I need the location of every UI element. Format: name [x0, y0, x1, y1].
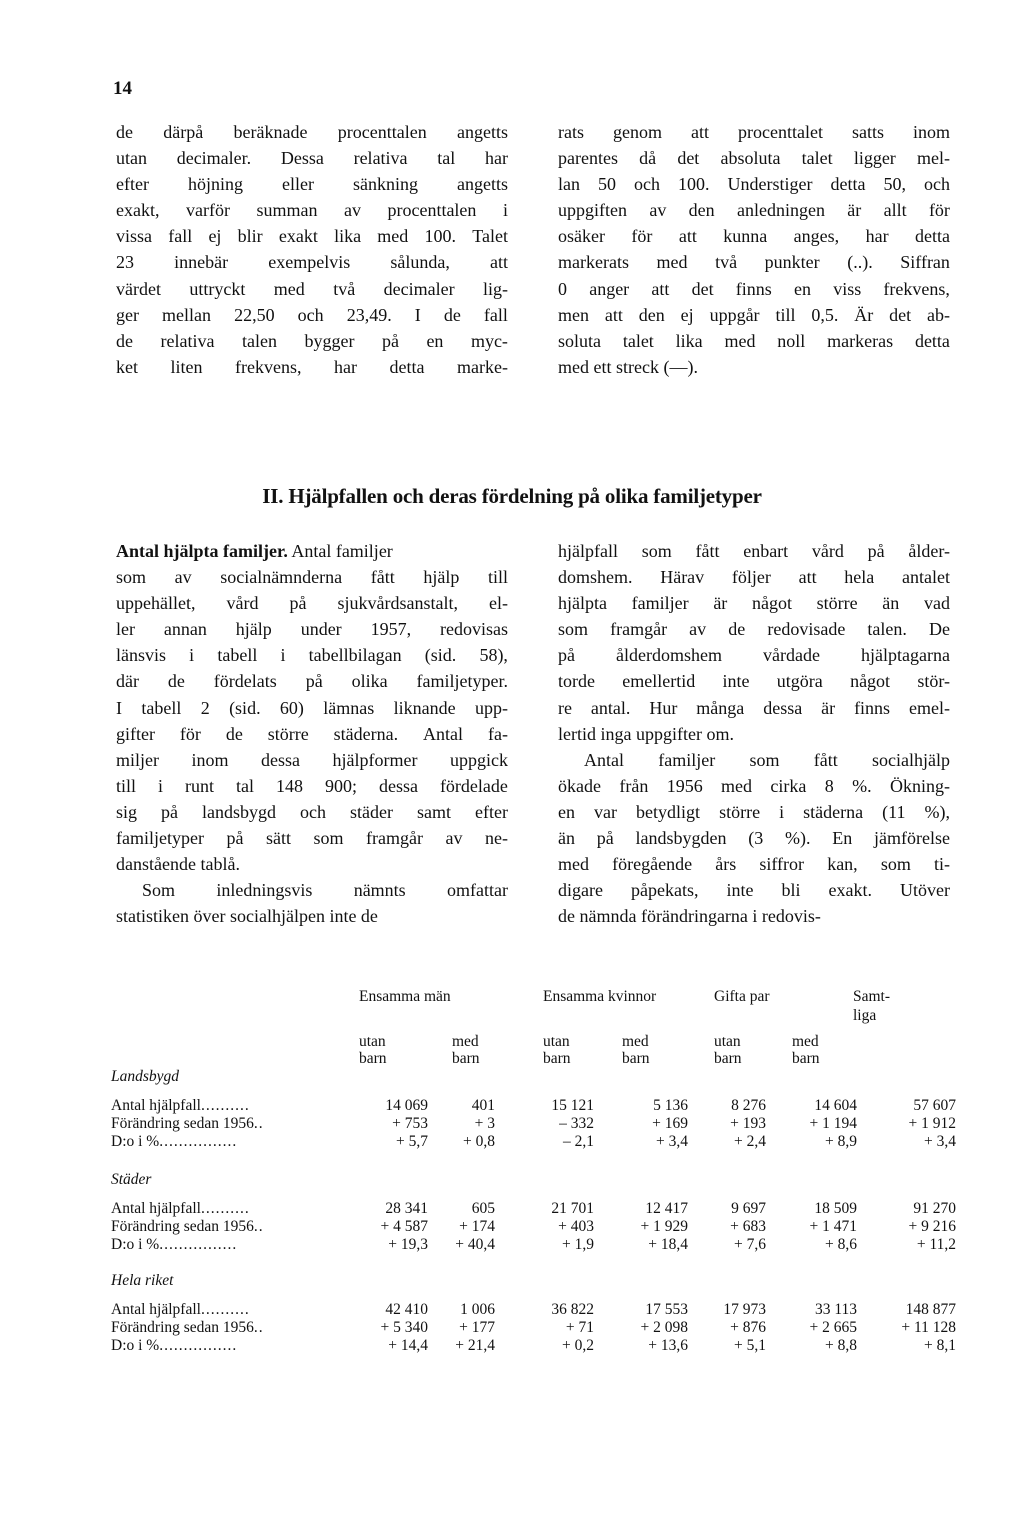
column-group-header: Ensamma män — [359, 988, 451, 1005]
text-line: ger mellan 22,50 och 23,49. I de fall — [116, 304, 508, 325]
text-line: markerats med två punkter (..). Siffran — [558, 252, 950, 273]
column-subheader: utan — [359, 1033, 386, 1050]
table-cell: + 11 128 — [901, 1319, 956, 1336]
text-line: re antal. Hur många dessa är finns emel- — [558, 697, 950, 718]
column-subheader: med — [622, 1033, 649, 1050]
text-line: än på landsbygden (3 %). En jämförelse — [558, 828, 950, 849]
table-cell: 401 — [471, 1097, 495, 1114]
text-line: hjälpfall som fått enbart vård på ålder- — [558, 541, 950, 561]
row-label: Förändring sedan 1956.. — [111, 1115, 264, 1132]
table-cell: + 5,1 — [734, 1337, 766, 1354]
text-line: soluta talet lika med noll markeras detta — [558, 330, 950, 351]
column-subheader: barn — [622, 1050, 650, 1067]
column-subheader: barn — [714, 1050, 742, 1067]
table-cell: 8 276 — [731, 1097, 766, 1114]
table-cell: + 5 340 — [380, 1319, 428, 1336]
table-cell: 12 417 — [645, 1200, 688, 1217]
text-line: efter höjning eller sänkning angetts — [116, 174, 508, 195]
table-cell: + 3,4 — [656, 1133, 688, 1150]
text-line: en var betydligt större i städerna (11 %), — [558, 801, 950, 822]
table-cell: – 2,1 — [563, 1133, 594, 1150]
table-cell: 91 270 — [913, 1200, 956, 1217]
text-line: lertid inga uppgifter om. — [558, 723, 734, 744]
table-cell: 33 113 — [814, 1301, 857, 1318]
table-cell: 21 701 — [551, 1200, 594, 1217]
table-cell: + 40,4 — [455, 1236, 495, 1253]
text-line: lan 50 och 100. Understiger detta 50, och — [558, 174, 950, 195]
table-cell: – 332 — [559, 1115, 594, 1132]
table-cell: + 1 471 — [809, 1218, 857, 1235]
text-line: osäker för att kunna anges, har detta — [558, 226, 950, 247]
column-subheader: barn — [543, 1050, 571, 1067]
text-line: länsvis i tabell i tabellbilagan (sid. 58), — [116, 645, 508, 666]
row-label: D:o i %................ — [111, 1337, 238, 1354]
table-cell: + 5,7 — [396, 1133, 428, 1150]
text-line: där de fördelats på olika familjetyper. — [116, 671, 508, 692]
row-label: Antal hjälpfall.......... — [111, 1097, 250, 1114]
table-cell: + 13,6 — [648, 1337, 688, 1354]
text-line: som framgår av de redovisade talen. De — [558, 619, 950, 640]
text-line: de därpå beräknade procenttalen angetts — [116, 122, 508, 142]
column-group-header: Samt- — [853, 988, 891, 1005]
table-cell: 14 604 — [814, 1097, 857, 1114]
table-cell: + 19,3 — [388, 1236, 428, 1253]
table-cell: + 753 — [392, 1115, 428, 1132]
row-label: Förändring sedan 1956.. — [111, 1319, 264, 1336]
table-cell: + 18,4 — [648, 1236, 688, 1253]
text-line: miljer inom dessa hjälpformer uppgick — [116, 749, 508, 770]
text-line: statistiken över socialhjälpen inte de — [116, 906, 378, 927]
text-line: torde emellertid inte utgöra något stör- — [558, 671, 950, 692]
row-label: D:o i %................ — [111, 1236, 238, 1253]
section-heading: II. Hjälpfallen och deras fördelning på olika familjetyper — [262, 484, 762, 508]
table-cell: 5 136 — [653, 1097, 688, 1114]
table-cell: + 1,9 — [562, 1236, 594, 1253]
table-cell: + 2 665 — [809, 1319, 857, 1336]
table-cell: 28 341 — [385, 1200, 428, 1217]
text-line: 0 anger att det finns en viss frekvens, — [558, 278, 950, 299]
text-line: domshem. Härav följer att hela antalet — [558, 567, 950, 588]
table-cell: 17 553 — [645, 1301, 688, 1318]
column-group-header: liga — [853, 1007, 877, 1024]
column-subheader: barn — [359, 1050, 387, 1067]
column-subheader: med — [792, 1033, 819, 1050]
text-line: I tabell 2 (sid. 60) lämnas liknande upp- — [116, 697, 508, 718]
column-group-header: Gifta par — [714, 988, 770, 1005]
table-cell: + 876 — [730, 1319, 766, 1336]
table-cell: 17 973 — [723, 1301, 766, 1318]
table-cell: + 14,4 — [388, 1337, 428, 1354]
text-line: rats genom att procenttalet satts inom — [558, 122, 950, 142]
column-subheader: barn — [452, 1050, 480, 1067]
row-label: Förändring sedan 1956.. — [111, 1218, 264, 1235]
text-line: digare påpekats, inte bli exakt. Utöver — [558, 880, 950, 901]
text-line: gifter för de större städerna. Antal fa- — [116, 723, 508, 744]
text-line: med ett streck (—). — [558, 356, 698, 377]
table-cell: + 8,6 — [825, 1236, 857, 1253]
table-cell: + 11,2 — [916, 1236, 956, 1253]
column-subheader: utan — [543, 1033, 570, 1050]
column-subheader: utan — [714, 1033, 741, 1050]
text-line: men att den ej uppgår till 0,5. Är det ab- — [558, 304, 950, 325]
table-cell: 148 877 — [905, 1301, 956, 1318]
table-cell: + 683 — [730, 1218, 766, 1235]
table-cell: + 8,1 — [924, 1337, 956, 1354]
table-cell: 14 069 — [385, 1097, 428, 1114]
table-cell: + 8,8 — [825, 1337, 857, 1354]
text-line: de relativa talen bygger på en myc- — [116, 330, 508, 351]
column-subheader: med — [452, 1033, 479, 1050]
table-cell: 57 607 — [913, 1097, 956, 1114]
table-cell: + 0,8 — [463, 1133, 495, 1150]
table-cell: 18 509 — [814, 1200, 857, 1217]
text-line: Som inledningsvis nämnts omfattar — [142, 880, 508, 901]
table-cell: + 169 — [652, 1115, 688, 1132]
text-line: uppgiften av den anledningen är allt för — [558, 200, 950, 221]
text-line: som av socialnämnderna fått hjälp till — [116, 567, 508, 588]
row-label: Antal hjälpfall.......... — [111, 1301, 250, 1318]
text-line: danstående tablå. — [116, 854, 240, 875]
text-line: värdet uttryckt med två decimaler lig- — [116, 278, 508, 299]
column-subheader: barn — [792, 1050, 820, 1067]
table-cell: + 7,6 — [734, 1236, 766, 1253]
text-line: Antal familjer som fått socialhjälp — [584, 749, 950, 770]
table-cell: 1 006 — [460, 1301, 495, 1318]
column-group-header: Ensamma kvinnor — [543, 988, 657, 1005]
text-line: familjetyper på sätt som framgår av ne- — [116, 828, 508, 849]
text-line: ökade från 1956 med cirka 8 %. Ökning- — [558, 775, 950, 796]
text-line: på ålderdomshem vårdade hjälptagarna — [558, 645, 950, 666]
text-line: Antal hjälpta familjer. Antal familjer — [116, 538, 508, 564]
table-cell: + 3 — [474, 1115, 495, 1132]
table-cell: + 8,9 — [825, 1133, 857, 1150]
table-cell: + 174 — [459, 1218, 495, 1235]
text-line: med föregående års siffror kan, som ti- — [558, 854, 950, 875]
text-line: ket liten frekvens, har detta marke- — [116, 356, 508, 377]
table-cell: 42 410 — [385, 1301, 428, 1318]
text-line: utan decimaler. Dessa relativa tal har — [116, 148, 508, 169]
text-line: hjälpta familjer är något större än vad — [558, 593, 950, 614]
text-line: parentes då det absoluta talet ligger mel- — [558, 148, 950, 169]
text-line: ler annan hjälp under 1957, redovisas — [116, 619, 508, 640]
table-cell: + 71 — [565, 1319, 594, 1336]
text-line: 23 innebär exempelvis sålunda, att — [116, 252, 508, 273]
paragraph-lead: Antal hjälpta familjer. — [116, 541, 288, 561]
table-cell: + 2 098 — [640, 1319, 688, 1336]
section-label: Hela riket — [111, 1272, 174, 1289]
table-cell: + 9 216 — [908, 1218, 956, 1235]
text-line: vissa fall ej blir exakt lika med 100. Talet — [116, 226, 508, 247]
table-cell: + 1 912 — [908, 1115, 956, 1132]
text-line: sig på landsbygd och städer samt efter — [116, 801, 508, 822]
table-cell: + 177 — [459, 1319, 495, 1336]
text-line: uppehället, vård på sjukvårdsanstalt, el- — [116, 593, 508, 614]
table-cell: 605 — [471, 1200, 495, 1217]
table-cell: + 193 — [730, 1115, 766, 1132]
table-cell: + 3,4 — [924, 1133, 956, 1150]
table-cell: + 1 929 — [640, 1218, 688, 1235]
text-line: exakt, varför summan av procenttalen i — [116, 200, 508, 221]
table-cell: 36 822 — [551, 1301, 594, 1318]
section-label: Städer — [111, 1171, 152, 1188]
text-line: till i runt tal 148 900; dessa fördelade — [116, 775, 508, 796]
table-cell: + 0,2 — [562, 1337, 594, 1354]
table-cell: 9 697 — [731, 1200, 766, 1217]
row-label: D:o i %................ — [111, 1133, 238, 1150]
table-cell: + 1 194 — [809, 1115, 857, 1132]
table-cell: + 21,4 — [455, 1337, 495, 1354]
row-label: Antal hjälpfall.......... — [111, 1200, 250, 1217]
section-label: Landsbygd — [111, 1068, 180, 1085]
page-number: 14 — [113, 78, 132, 99]
text-line: de nämnda förändringarna i redovis- — [558, 906, 821, 927]
table-cell: + 403 — [558, 1218, 594, 1235]
table-cell: + 4 587 — [380, 1218, 428, 1235]
table-cell: 15 121 — [551, 1097, 594, 1114]
table-cell: + 2,4 — [734, 1133, 766, 1150]
